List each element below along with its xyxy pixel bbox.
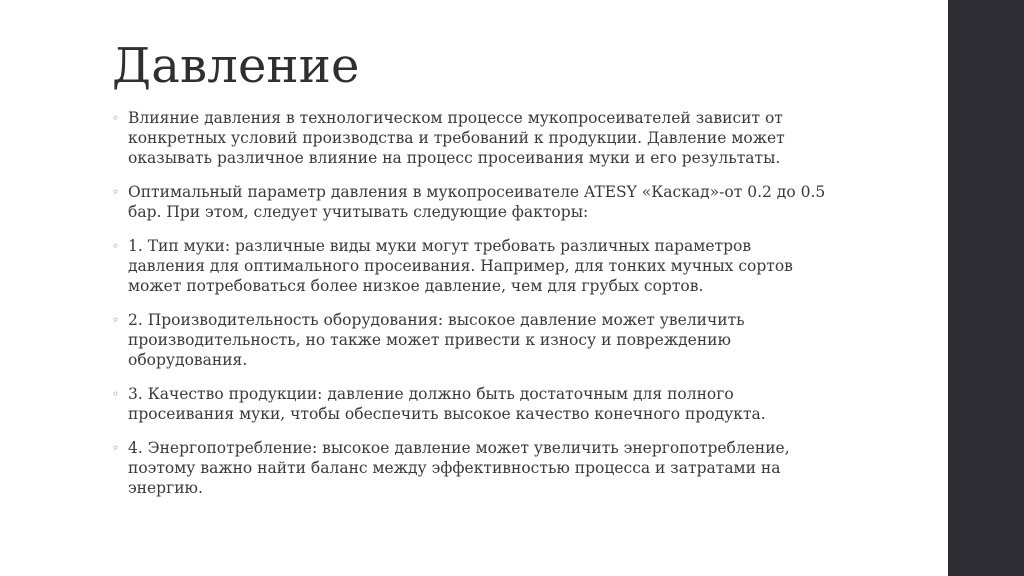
bullet-item [112,438,832,498]
bullet-text: 2. Производительность оборудования: высокое давление может увеличить производительность, но также может привести к износу и повреждению оборудования. [128,311,745,369]
bullet-item [112,236,832,296]
bullet-marker-icon: ◦ [112,313,120,327]
bullet-marker-icon: ◦ [112,441,120,455]
bullet-marker-icon: ◦ [112,387,120,401]
bullet-item [112,310,832,370]
bullet-marker-icon: ◦ [112,111,120,125]
bullet-list [112,108,832,512]
bullet-item [112,182,832,222]
bullet-text: Оптимальный параметр давления в мукопросеивателе ATESY «Каскад»-от 0.2 до 0.5 бар. При этом, следует учитывать следующие факторы: [128,183,826,221]
bullet-text: 1. Тип муки: различные виды муки могут требовать различных параметров давления для оптимального просеивания. Например, для тонких мучных сортов может потребоваться более низкое давление, чем для грубых сортов. [128,237,793,295]
bullet-marker-icon: ◦ [112,239,120,253]
bullet-text: 3. Качество продукции: давление должно быть достаточным для полного просеивания муки, чтобы обеспечить высокое качество конечного продукта. [128,385,766,423]
bullet-item [112,384,832,424]
slide-title: Давление [112,38,360,94]
side-accent-bar [948,0,1024,576]
bullet-text: 4. Энергопотребление: высокое давление может увеличить энергопотребление, поэтому важно найти баланс между эффективностью процесса и затратами на энергию. [128,439,790,497]
bullet-item [112,108,832,168]
bullet-text: Влияние давления в технологическом процессе мукопросеивателей зависит от конкретных условий производства и требований к продукции. Давление может оказывать различное влияние на процесс просеивания муки и его результаты. [128,109,785,167]
bullet-marker-icon: ◦ [112,185,120,199]
